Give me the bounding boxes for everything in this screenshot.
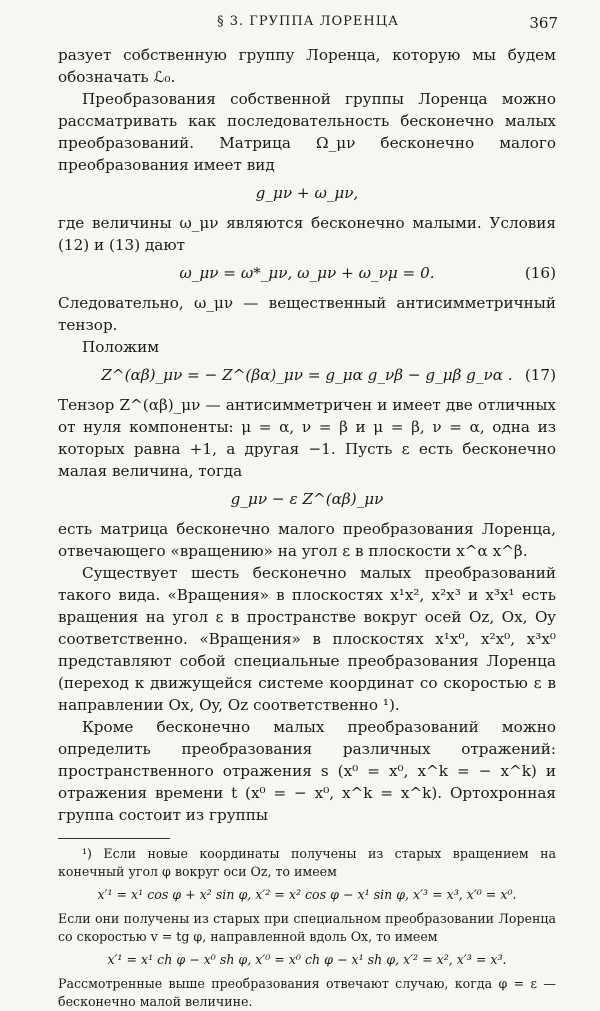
page-number: 367: [529, 14, 558, 32]
footnote: [58, 845, 556, 1011]
equation-metric-plus-omega: [58, 182, 556, 204]
equation-text: g_μν + ω_μν,: [255, 184, 359, 202]
running-header: [58, 14, 558, 34]
paragraph-9: Кроме бесконечно малых преобразований можно определить преобразования различных отражений: пространственного отражения s (x⁰ = x⁰, x^k = − x^k) и отражения времени t (x⁰ = − x⁰, x^k = x^k). Ортохронная группа состоит из группы: [58, 718, 556, 824]
footnote-paragraph-2: Если они получены из старых при специальном преобразовании Лоренца со скоростью v = tg φ, направленной вдоль Ox, то имеем: [58, 911, 556, 944]
footnote-paragraph-3: Рассмотренные выше преобразования отвечают случаю, когда φ = ε — бесконечно малой величине.: [58, 976, 556, 1009]
paragraph-4: Следовательно, ω_μν — вещественный антисимметричный тензор.: [58, 294, 556, 334]
main-text: [58, 44, 556, 1011]
section-title: § 3. ГРУППА ЛОРЕНЦА: [217, 14, 399, 29]
paragraph-7: есть матрица бесконечно малого преобразования Лоренца, отвечающего «вращению» на угол ε в плоскости x^α x^β.: [58, 520, 556, 560]
footnote-equation-boost: x′¹ = x¹ ch φ − x⁰ sh φ, x′⁰ = x⁰ ch φ − x¹ sh φ, x′² = x², x′³ = x³.: [107, 952, 507, 967]
paragraph-5: Положим: [82, 338, 160, 356]
equation-16: [58, 262, 556, 284]
paragraph-3: где величины ω_μν являются бесконечно малыми. Условия (12) и (13) дают: [58, 214, 556, 254]
equation-17: [58, 364, 556, 386]
equation-infinitesimal-matrix: [58, 488, 556, 510]
equation-number: (17): [524, 366, 556, 384]
equation-number: (16): [524, 264, 556, 282]
footnote-divider: [58, 838, 170, 839]
footnote-paragraph-1: ¹) Если новые координаты получены из старых вращением на конечный угол φ вокруг оси Oz, то имеем: [58, 846, 556, 879]
footnote-equation-rotation: x′¹ = x¹ cos φ + x² sin φ, x′² = x² cos φ − x¹ sin φ, x′³ = x³, x′⁰ = x⁰.: [97, 887, 517, 902]
paragraph-1: разует собственную группу Лоренца, которую мы будем обозначать ℒ₀.: [58, 46, 556, 86]
paragraph-8: Существует шесть бесконечно малых преобразований такого вида. «Вращения» в плоскостях x¹x², x²x³ и x³x¹ есть вращения на угол ε в пространстве вокруг осей Oz, Ox, Oy соответственно. «Вращения» в плоскостях x¹x⁰, x²x⁰, x³x⁰ представляют собой специальные преобразования Лоренца (переход к движущейся системе координат со скоростью ε в направлении Ox, Oy, Oz соответственно ¹).: [58, 564, 556, 714]
paragraph-2: Преобразования собственной группы Лоренца можно рассматривать как последовательность бесконечно малых преобразований. Матрица Ω_μν бесконечно малого преобразования имеет вид: [58, 90, 556, 174]
equation-text: g_μν − ε Z^(αβ)_μν: [230, 490, 384, 508]
equation-text: ω_μν = ω*_μν, ω_μν + ω_νμ = 0.: [179, 264, 435, 282]
equation-text: Z^(αβ)_μν = − Z^(βα)_μν = g_μα g_νβ − g_μβ g_να .: [101, 366, 513, 384]
paragraph-6: Тензор Z^(αβ)_μν — антисимметричен и имеет две отличных от нуля компоненты: μ = α, ν = β и μ = β, ν = α, одна из которых равна +1, а другая −1. Пусть ε есть бесконечно малая величина, тогда: [58, 396, 556, 480]
